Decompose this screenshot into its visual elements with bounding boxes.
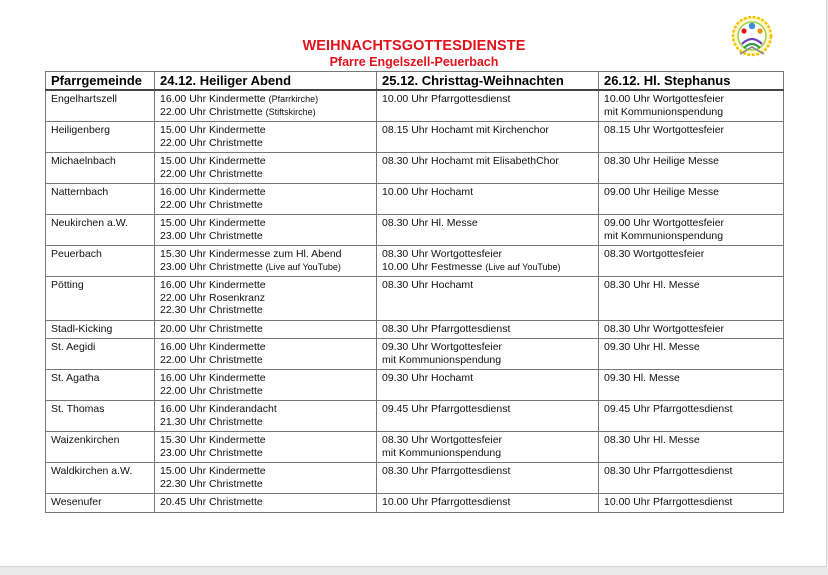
parish-name-cell: Pötting bbox=[46, 277, 155, 321]
service-cell-dec24 bbox=[155, 153, 377, 184]
table-row bbox=[46, 277, 784, 321]
service-text: 10.00 Uhr Wortgottesfeier bbox=[604, 93, 725, 105]
service-text: 23.00 Uhr Christmette bbox=[160, 446, 263, 459]
service-cell-dec26 bbox=[599, 463, 784, 494]
service-cell-dec24 bbox=[155, 401, 377, 432]
table-row bbox=[46, 184, 784, 215]
service-text: 16.00 Uhr Kindermette bbox=[160, 372, 266, 384]
service-line bbox=[160, 155, 376, 168]
service-text: 09.45 Uhr Pfarrgottesdienst bbox=[382, 403, 511, 415]
service-line bbox=[382, 93, 598, 106]
service-text: 15.30 Uhr Kindermette bbox=[160, 434, 266, 446]
service-cell-dec26 bbox=[599, 370, 784, 401]
service-text: 09.00 Uhr Heilige Messe bbox=[604, 186, 719, 198]
service-line bbox=[382, 155, 598, 168]
table-row bbox=[46, 90, 784, 122]
service-line bbox=[382, 447, 598, 460]
service-cell-dec25 bbox=[377, 153, 599, 184]
service-line bbox=[160, 465, 376, 478]
service-cell-dec26 bbox=[599, 339, 784, 370]
table-header-row bbox=[46, 72, 784, 91]
service-line bbox=[604, 124, 783, 137]
service-line bbox=[382, 354, 598, 367]
service-text: 08.30 Uhr Hl. Messe bbox=[604, 279, 700, 291]
service-cell-dec26 bbox=[599, 215, 784, 246]
service-line bbox=[160, 323, 376, 336]
service-line bbox=[604, 465, 783, 478]
service-text: 22.00 Uhr Christmette bbox=[160, 167, 263, 180]
service-text: 08.30 Uhr Hl. Messe bbox=[382, 217, 478, 229]
service-line bbox=[382, 341, 598, 354]
service-cell-dec26 bbox=[599, 494, 784, 513]
service-text: 10.00 Uhr Hochamt bbox=[382, 186, 474, 198]
parish-name-cell: Stadl-Kicking bbox=[46, 320, 155, 339]
service-text: 08.30 Uhr Wortgottesfeier bbox=[382, 434, 503, 446]
service-cell-dec25 bbox=[377, 401, 599, 432]
service-line bbox=[382, 186, 598, 199]
service-line bbox=[604, 496, 783, 509]
service-text: 10.00 Uhr Pfarrgottesdienst bbox=[382, 496, 511, 508]
table-row bbox=[46, 494, 784, 513]
service-line bbox=[382, 124, 598, 137]
service-note: (Live auf YouTube) bbox=[485, 261, 561, 272]
service-text: 22.00 Uhr Christmette bbox=[160, 353, 263, 366]
service-cell-dec25 bbox=[377, 370, 599, 401]
service-line bbox=[160, 137, 376, 150]
service-line bbox=[604, 155, 783, 168]
service-line bbox=[160, 372, 376, 385]
service-text: mit Kommunionspendung bbox=[382, 446, 502, 459]
service-line bbox=[160, 248, 376, 261]
service-line bbox=[160, 230, 376, 243]
service-text: 21.30 Uhr Christmette bbox=[160, 415, 263, 428]
service-text: 16.00 Uhr Kindermette bbox=[160, 341, 266, 353]
service-text: 10.00 Uhr Festmesse bbox=[382, 260, 483, 273]
service-cell-dec25 bbox=[377, 463, 599, 494]
service-cell-dec24 bbox=[155, 320, 377, 339]
parish-name-cell: Neukirchen a.W. bbox=[46, 215, 155, 246]
service-line bbox=[382, 279, 598, 292]
service-cell-dec26 bbox=[599, 184, 784, 215]
service-line bbox=[382, 465, 598, 478]
service-line bbox=[604, 403, 783, 416]
service-cell-dec26 bbox=[599, 122, 784, 153]
table-row bbox=[46, 463, 784, 494]
parish-name-cell: Heiligenberg bbox=[46, 122, 155, 153]
service-line bbox=[604, 279, 783, 292]
parish-name-cell: Waldkirchen a.W. bbox=[46, 463, 155, 494]
service-text: 22.00 Uhr Christmette bbox=[160, 384, 263, 397]
service-text: 08.30 Uhr Hl. Messe bbox=[604, 434, 700, 446]
service-cell-dec24 bbox=[155, 339, 377, 370]
service-cell-dec26 bbox=[599, 277, 784, 321]
service-text: 23.00 Uhr Christmette bbox=[160, 260, 263, 273]
service-text: 16.00 Uhr Kindermette bbox=[160, 93, 266, 105]
service-line bbox=[160, 279, 376, 292]
service-cell-dec25 bbox=[377, 320, 599, 339]
table-row bbox=[46, 246, 784, 277]
service-cell-dec24 bbox=[155, 122, 377, 153]
service-cell-dec24 bbox=[155, 277, 377, 321]
service-text: 20.00 Uhr Christmette bbox=[160, 322, 263, 335]
service-line bbox=[160, 478, 376, 491]
service-cell-dec25 bbox=[377, 122, 599, 153]
table-row bbox=[46, 432, 784, 463]
service-line bbox=[160, 403, 376, 416]
service-line bbox=[160, 93, 376, 106]
service-text: 22.00 Uhr Christmette bbox=[160, 198, 263, 211]
service-line bbox=[160, 217, 376, 230]
service-note: (Pfarrkirche) bbox=[268, 94, 319, 104]
service-cell-dec24 bbox=[155, 184, 377, 215]
service-line bbox=[160, 447, 376, 460]
parish-name-cell: Wesenufer bbox=[46, 494, 155, 513]
service-cell-dec25 bbox=[377, 90, 599, 122]
service-cell-dec25 bbox=[377, 339, 599, 370]
parish-name-cell: Natternbach bbox=[46, 184, 155, 215]
service-line bbox=[604, 372, 783, 385]
service-text: 08.15 Uhr Hochamt mit Kirchenchor bbox=[382, 124, 549, 136]
service-text: 15.00 Uhr Kindermette bbox=[160, 155, 266, 167]
service-line bbox=[604, 230, 783, 243]
service-cell-dec24 bbox=[155, 90, 377, 122]
service-text: 15.00 Uhr Kindermette bbox=[160, 217, 266, 229]
table-row bbox=[46, 401, 784, 432]
service-line bbox=[604, 186, 783, 199]
service-line bbox=[604, 341, 783, 354]
service-text: 22.00 Uhr Christmette bbox=[160, 105, 263, 118]
parish-name-cell: Michaelnbach bbox=[46, 153, 155, 184]
service-cell-dec26 bbox=[599, 90, 784, 122]
service-cell-dec26 bbox=[599, 401, 784, 432]
service-text: 22.00 Uhr Christmette bbox=[160, 136, 263, 149]
table-row bbox=[46, 339, 784, 370]
service-line bbox=[160, 124, 376, 137]
parish-name-cell: St. Thomas bbox=[46, 401, 155, 432]
service-cell-dec26 bbox=[599, 320, 784, 339]
service-cell-dec25 bbox=[377, 432, 599, 463]
column-header-dec25: 25.12. Christtag-Weihnachten bbox=[377, 72, 599, 91]
service-line bbox=[160, 416, 376, 429]
service-cell-dec26 bbox=[599, 153, 784, 184]
service-text: 09.30 Uhr Wortgottesfeier bbox=[382, 341, 503, 353]
service-text: 16.00 Uhr Kindermette bbox=[160, 279, 266, 291]
service-cell-dec26 bbox=[599, 432, 784, 463]
schedule-body bbox=[46, 90, 784, 512]
service-text: 09.45 Uhr Pfarrgottesdienst bbox=[604, 403, 733, 415]
service-text: 09.00 Uhr Wortgottesfeier bbox=[604, 217, 725, 229]
service-line bbox=[382, 248, 598, 261]
service-line bbox=[382, 323, 598, 336]
service-text: 09.30 Hl. Messe bbox=[604, 372, 680, 384]
column-header-dec24: 24.12. Heiliger Abend bbox=[155, 72, 377, 91]
service-text: 08.30 Uhr Wortgottesfeier bbox=[604, 322, 725, 335]
service-text: 08.30 Uhr Hochamt mit ElisabethChor bbox=[382, 155, 559, 167]
service-text: 09.30 Uhr Hochamt bbox=[382, 372, 474, 384]
service-text: mit Kommunionspendung bbox=[604, 229, 724, 242]
table-row bbox=[46, 122, 784, 153]
page-subtitle: Pfarre Engelszell-Peuerbach bbox=[329, 55, 499, 69]
service-line bbox=[382, 372, 598, 385]
service-text: 22.30 Uhr Christmette bbox=[160, 304, 263, 316]
service-line bbox=[160, 106, 376, 119]
service-text: 08.30 Uhr Pfarrgottesdienst bbox=[382, 322, 511, 335]
service-text: 16.00 Uhr Kindermette bbox=[160, 186, 266, 198]
service-text: 08.30 Uhr Pfarrgottesdienst bbox=[604, 465, 733, 477]
service-line bbox=[604, 217, 783, 230]
column-header-dec26: 26.12. Hl. Stephanus bbox=[599, 72, 784, 91]
service-text: 08.30 Uhr Heilige Messe bbox=[604, 155, 719, 167]
service-cell-dec25 bbox=[377, 184, 599, 215]
parish-name-cell: Engelhartszell bbox=[46, 90, 155, 122]
service-text: 22.00 Uhr Rosenkranz bbox=[160, 291, 266, 304]
service-line bbox=[604, 106, 783, 119]
service-text: 08.15 Uhr Wortgottesfeier bbox=[604, 124, 725, 136]
service-line bbox=[160, 496, 376, 509]
service-text: 09.30 Uhr Hl. Messe bbox=[604, 341, 700, 353]
service-line bbox=[604, 93, 783, 106]
parish-name-cell: Peuerbach bbox=[46, 246, 155, 277]
service-text: 08.30 Wortgottesfeier bbox=[604, 248, 705, 260]
service-line bbox=[160, 385, 376, 398]
service-text: 08.30 Uhr Hochamt bbox=[382, 279, 474, 291]
service-text: mit Kommunionspendung bbox=[382, 353, 502, 366]
service-line bbox=[160, 292, 376, 305]
service-line bbox=[604, 323, 783, 336]
service-text: 20.45 Uhr Christmette bbox=[160, 496, 263, 508]
parish-name-cell: Waizenkirchen bbox=[46, 432, 155, 463]
table-row bbox=[46, 153, 784, 184]
service-text: mit Kommunionspendung bbox=[604, 105, 724, 118]
service-cell-dec24 bbox=[155, 215, 377, 246]
service-text: 10.00 Uhr Pfarrgottesdienst bbox=[382, 93, 511, 105]
service-cell-dec25 bbox=[377, 246, 599, 277]
service-line bbox=[160, 261, 376, 274]
service-cell-dec25 bbox=[377, 277, 599, 321]
service-cell-dec24 bbox=[155, 463, 377, 494]
table-row bbox=[46, 370, 784, 401]
service-line bbox=[382, 434, 598, 447]
service-text: 23.00 Uhr Christmette bbox=[160, 229, 263, 242]
table-row bbox=[46, 320, 784, 339]
service-cell-dec24 bbox=[155, 432, 377, 463]
service-line bbox=[160, 199, 376, 212]
service-text: 22.30 Uhr Christmette bbox=[160, 477, 263, 490]
service-line bbox=[160, 434, 376, 447]
service-line bbox=[604, 248, 783, 261]
parish-name-cell: St. Agatha bbox=[46, 370, 155, 401]
service-line bbox=[160, 168, 376, 181]
service-line bbox=[382, 496, 598, 509]
table-row bbox=[46, 215, 784, 246]
service-text: 08.30 Uhr Wortgottesfeier bbox=[382, 248, 503, 260]
service-cell-dec24 bbox=[155, 370, 377, 401]
service-text: 15.00 Uhr Kindermette bbox=[160, 465, 266, 477]
service-cell-dec24 bbox=[155, 246, 377, 277]
schedule-table bbox=[45, 71, 784, 513]
service-text: 15.00 Uhr Kindermette bbox=[160, 124, 266, 136]
service-text: 16.00 Uhr Kinderandacht bbox=[160, 403, 277, 415]
service-note: (Stiftskirche) bbox=[265, 106, 316, 117]
service-line bbox=[160, 354, 376, 367]
service-text: 08.30 Uhr Pfarrgottesdienst bbox=[382, 465, 511, 477]
column-header-parish: Pfarrgemeinde bbox=[46, 72, 155, 91]
service-line bbox=[160, 341, 376, 354]
service-note: (Live auf YouTube) bbox=[265, 261, 341, 272]
service-text: 10.00 Uhr Pfarrgottesdienst bbox=[604, 496, 733, 508]
service-cell-dec26 bbox=[599, 246, 784, 277]
page-title: WEIHNACHTSGOTTESDIENSTE bbox=[302, 38, 526, 54]
service-line bbox=[604, 434, 783, 447]
service-line bbox=[160, 304, 376, 317]
service-cell-dec25 bbox=[377, 215, 599, 246]
parish-name-cell: St. Aegidi bbox=[46, 339, 155, 370]
service-line bbox=[382, 403, 598, 416]
service-text: 15.30 Uhr Kindermesse zum Hl. Abend bbox=[160, 248, 342, 260]
service-line bbox=[382, 217, 598, 230]
service-line bbox=[382, 261, 598, 274]
service-cell-dec25 bbox=[377, 494, 599, 513]
service-line bbox=[160, 186, 376, 199]
service-cell-dec24 bbox=[155, 494, 377, 513]
